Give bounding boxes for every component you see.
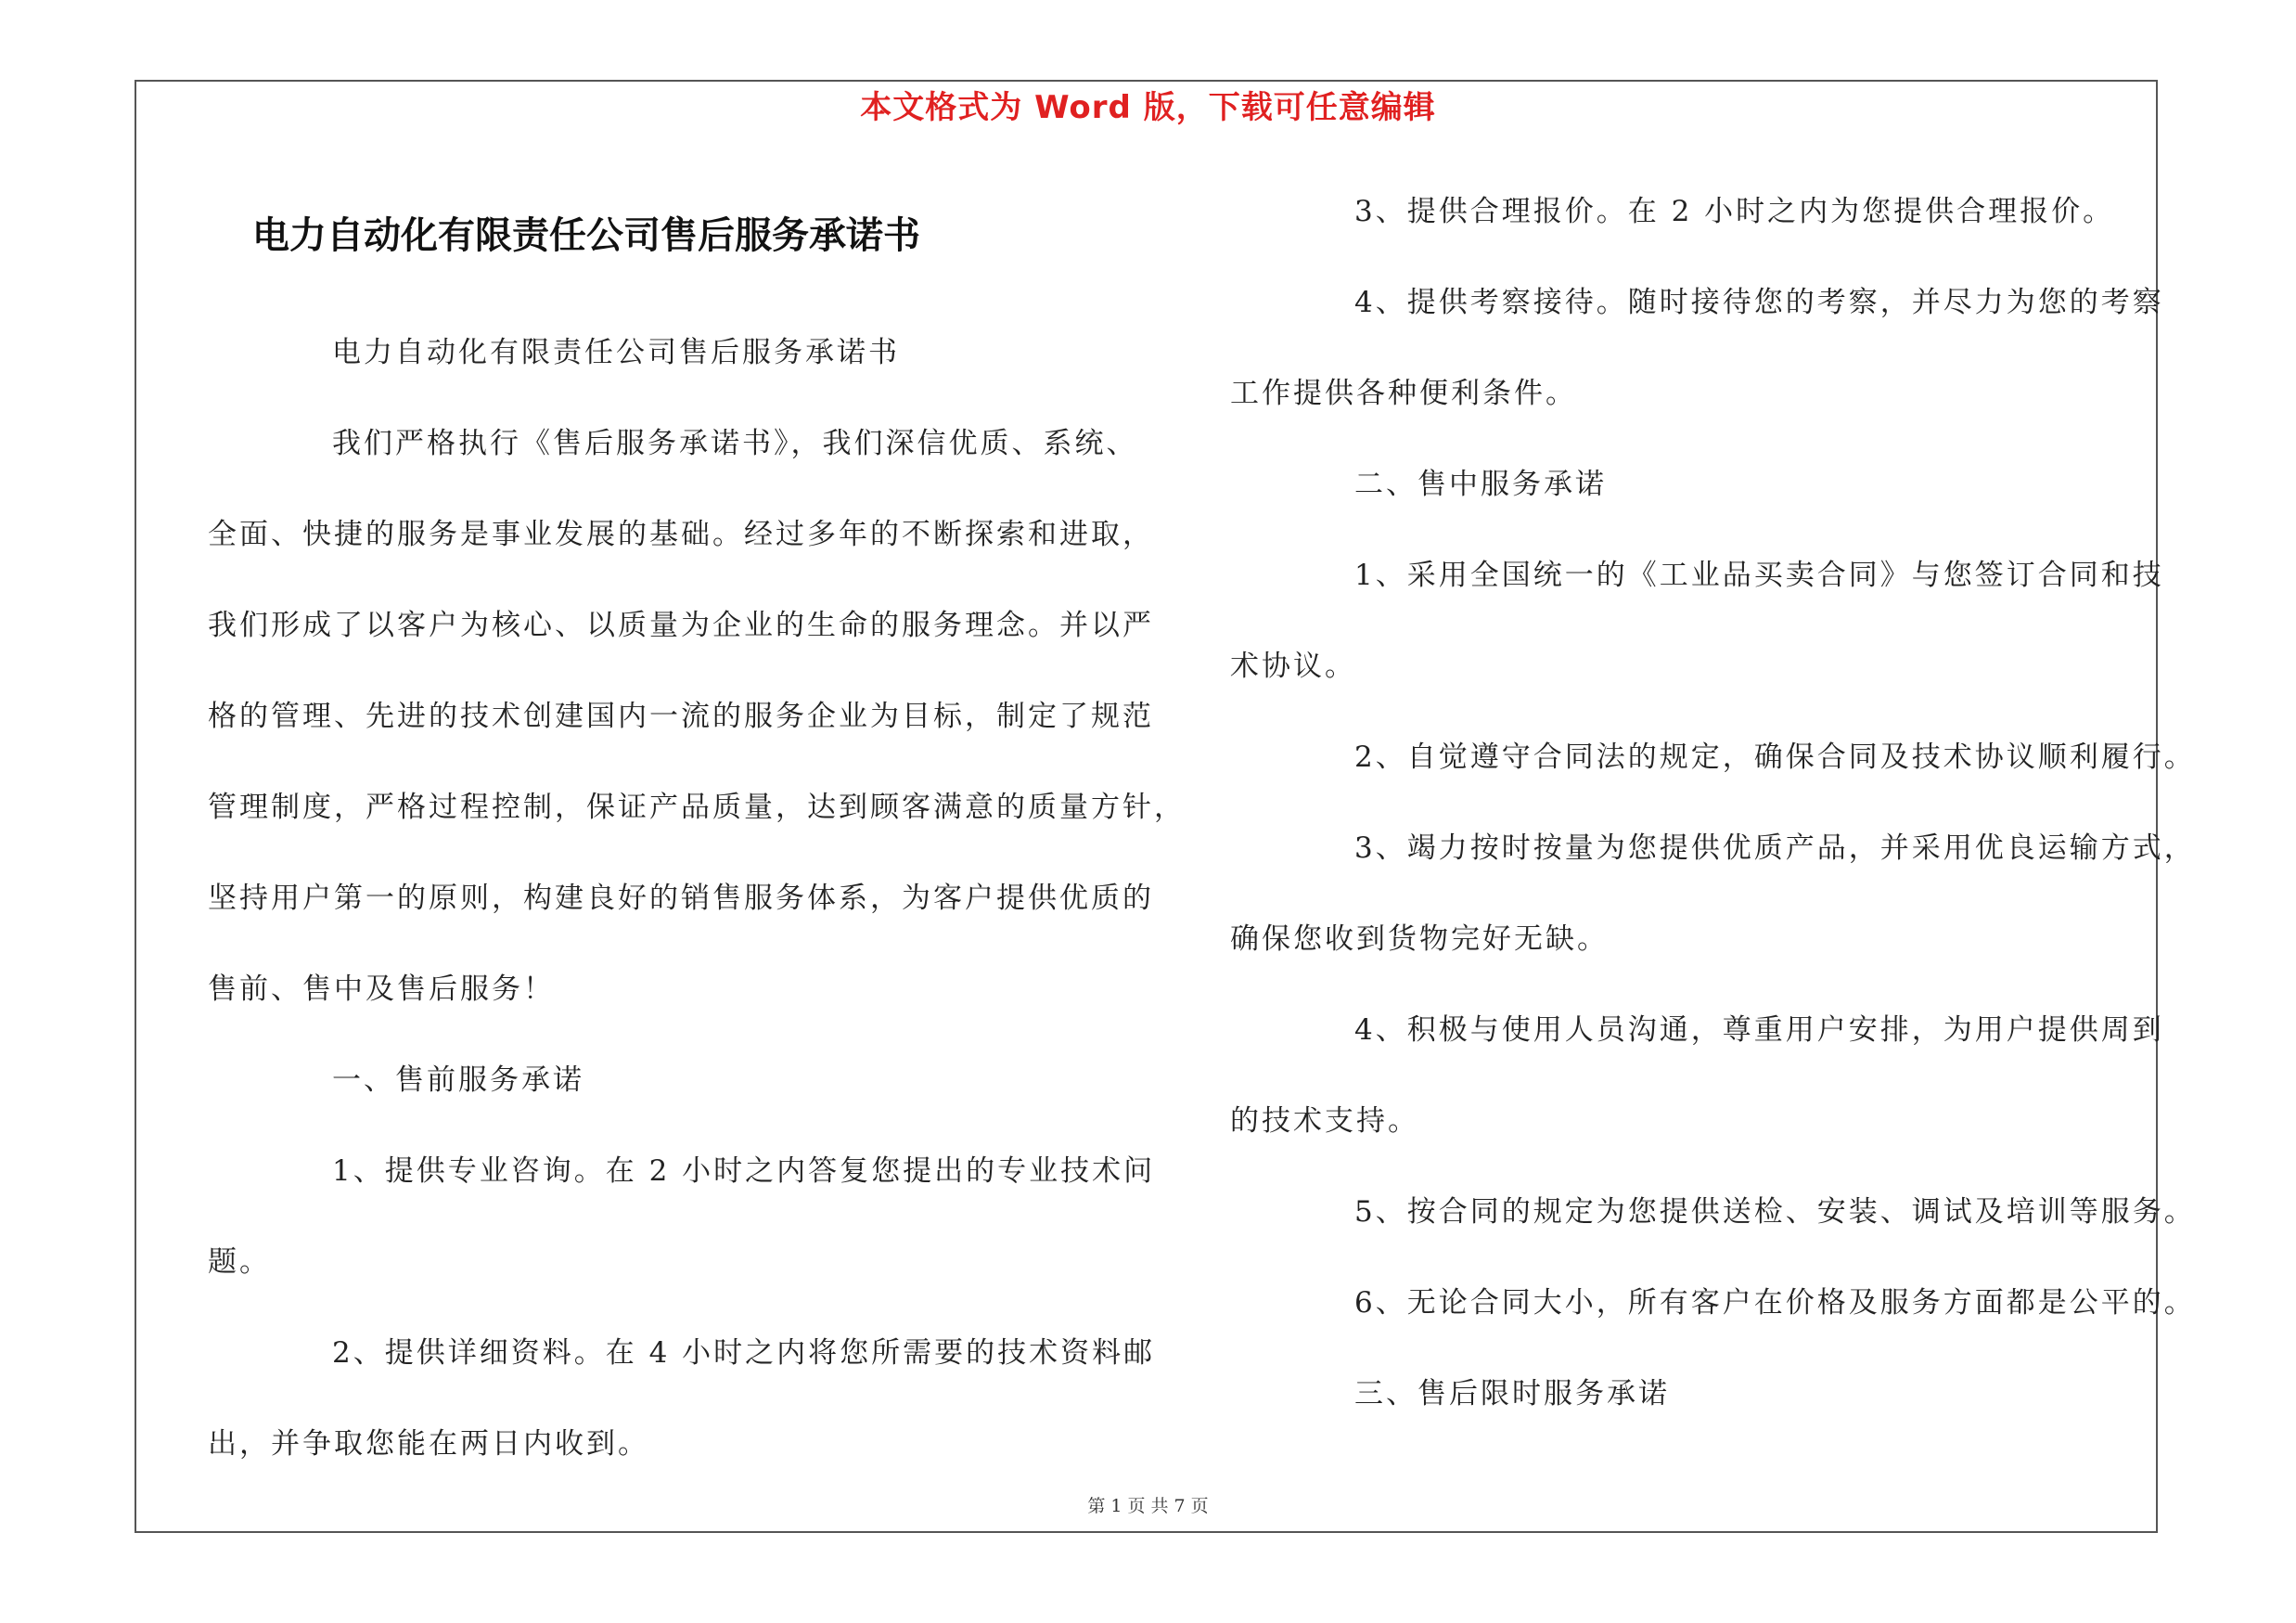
left-line-13: 出，并争取您能在两日内收到。 (208, 1427, 649, 1461)
right-line-13: 6、无论合同大小，所有客户在价格及服务方面都是公平的。 (1354, 1286, 2196, 1320)
right-line-4: 二、售中服务承诺 (1354, 468, 1607, 501)
right-line-14: 三、售后限时服务承诺 (1354, 1377, 1670, 1410)
right-line-6: 术协议。 (1230, 650, 1356, 683)
right-line-2: 4、提供考察接待。随时接待您的考察，并尽力为您的考察 (1354, 286, 2164, 319)
right-line-12: 5、按合同的规定为您提供送检、安装、调试及培训等服务。 (1354, 1195, 2196, 1229)
right-line-8: 3、竭力按时按量为您提供优质产品，并采用优良运输方式， (1354, 831, 2196, 865)
right-line-9: 确保您收到货物完好无缺。 (1230, 922, 1609, 956)
right-line-5: 1、采用全国统一的《工业品买卖合同》与您签订合同和技 (1354, 559, 2164, 592)
left-line-11: 题。 (208, 1245, 271, 1279)
left-line-2: 我们严格执行《售后服务承诺书》，我们深信优质、系统、 (332, 427, 1138, 460)
left-line-9: 一、售前服务承诺 (332, 1063, 584, 1097)
left-line-7: 坚持用户第一的原则，构建良好的销售服务体系，为客户提供优质的 (208, 882, 1154, 915)
left-line-12: 2、提供详细资料。在 4 小时之内将您所需要的技术资料邮 (332, 1336, 1156, 1370)
left-line-5: 格的管理、先进的技术创建国内一流的服务企业为目标，制定了规范 (208, 700, 1154, 733)
word-format-banner: 本文格式为 Word 版，下载可任意编辑 (860, 89, 1436, 126)
left-line-10: 1、提供专业咨询。在 2 小时之内答复您提出的专业技术问 (332, 1154, 1156, 1188)
right-line-10: 4、积极与使用人员沟通，尊重用户安排，为用户提供周到 (1354, 1013, 2164, 1047)
left-line-1: 电力自动化有限责任公司售后服务承诺书 (332, 336, 900, 369)
left-line-3: 全面、快捷的服务是事业发展的基础。经过多年的不断探索和进取， (208, 518, 1154, 551)
right-line-7: 2、自觉遵守合同法的规定，确保合同及技术协议顺利履行。 (1354, 741, 2196, 774)
right-line-3: 工作提供各种便利条件。 (1230, 377, 1577, 410)
left-line-6: 管理制度，严格过程控制，保证产品质量，达到顾客满意的质量方针， (208, 791, 1186, 824)
right-line-1: 3、提供合理报价。在 2 小时之内为您提供合理报价。 (1354, 195, 2115, 228)
left-line-4: 我们形成了以客户为核心、以质量为企业的生命的服务理念。并以严 (208, 609, 1154, 642)
page-number-footer: 第 1 页 共 7 页 (1087, 1496, 1209, 1516)
left-line-8: 售前、售中及售后服务！ (208, 973, 555, 1006)
document-title: 电力自动化有限责任公司售后服务承诺书 (252, 214, 920, 257)
right-line-11: 的技术支持。 (1230, 1104, 1419, 1138)
